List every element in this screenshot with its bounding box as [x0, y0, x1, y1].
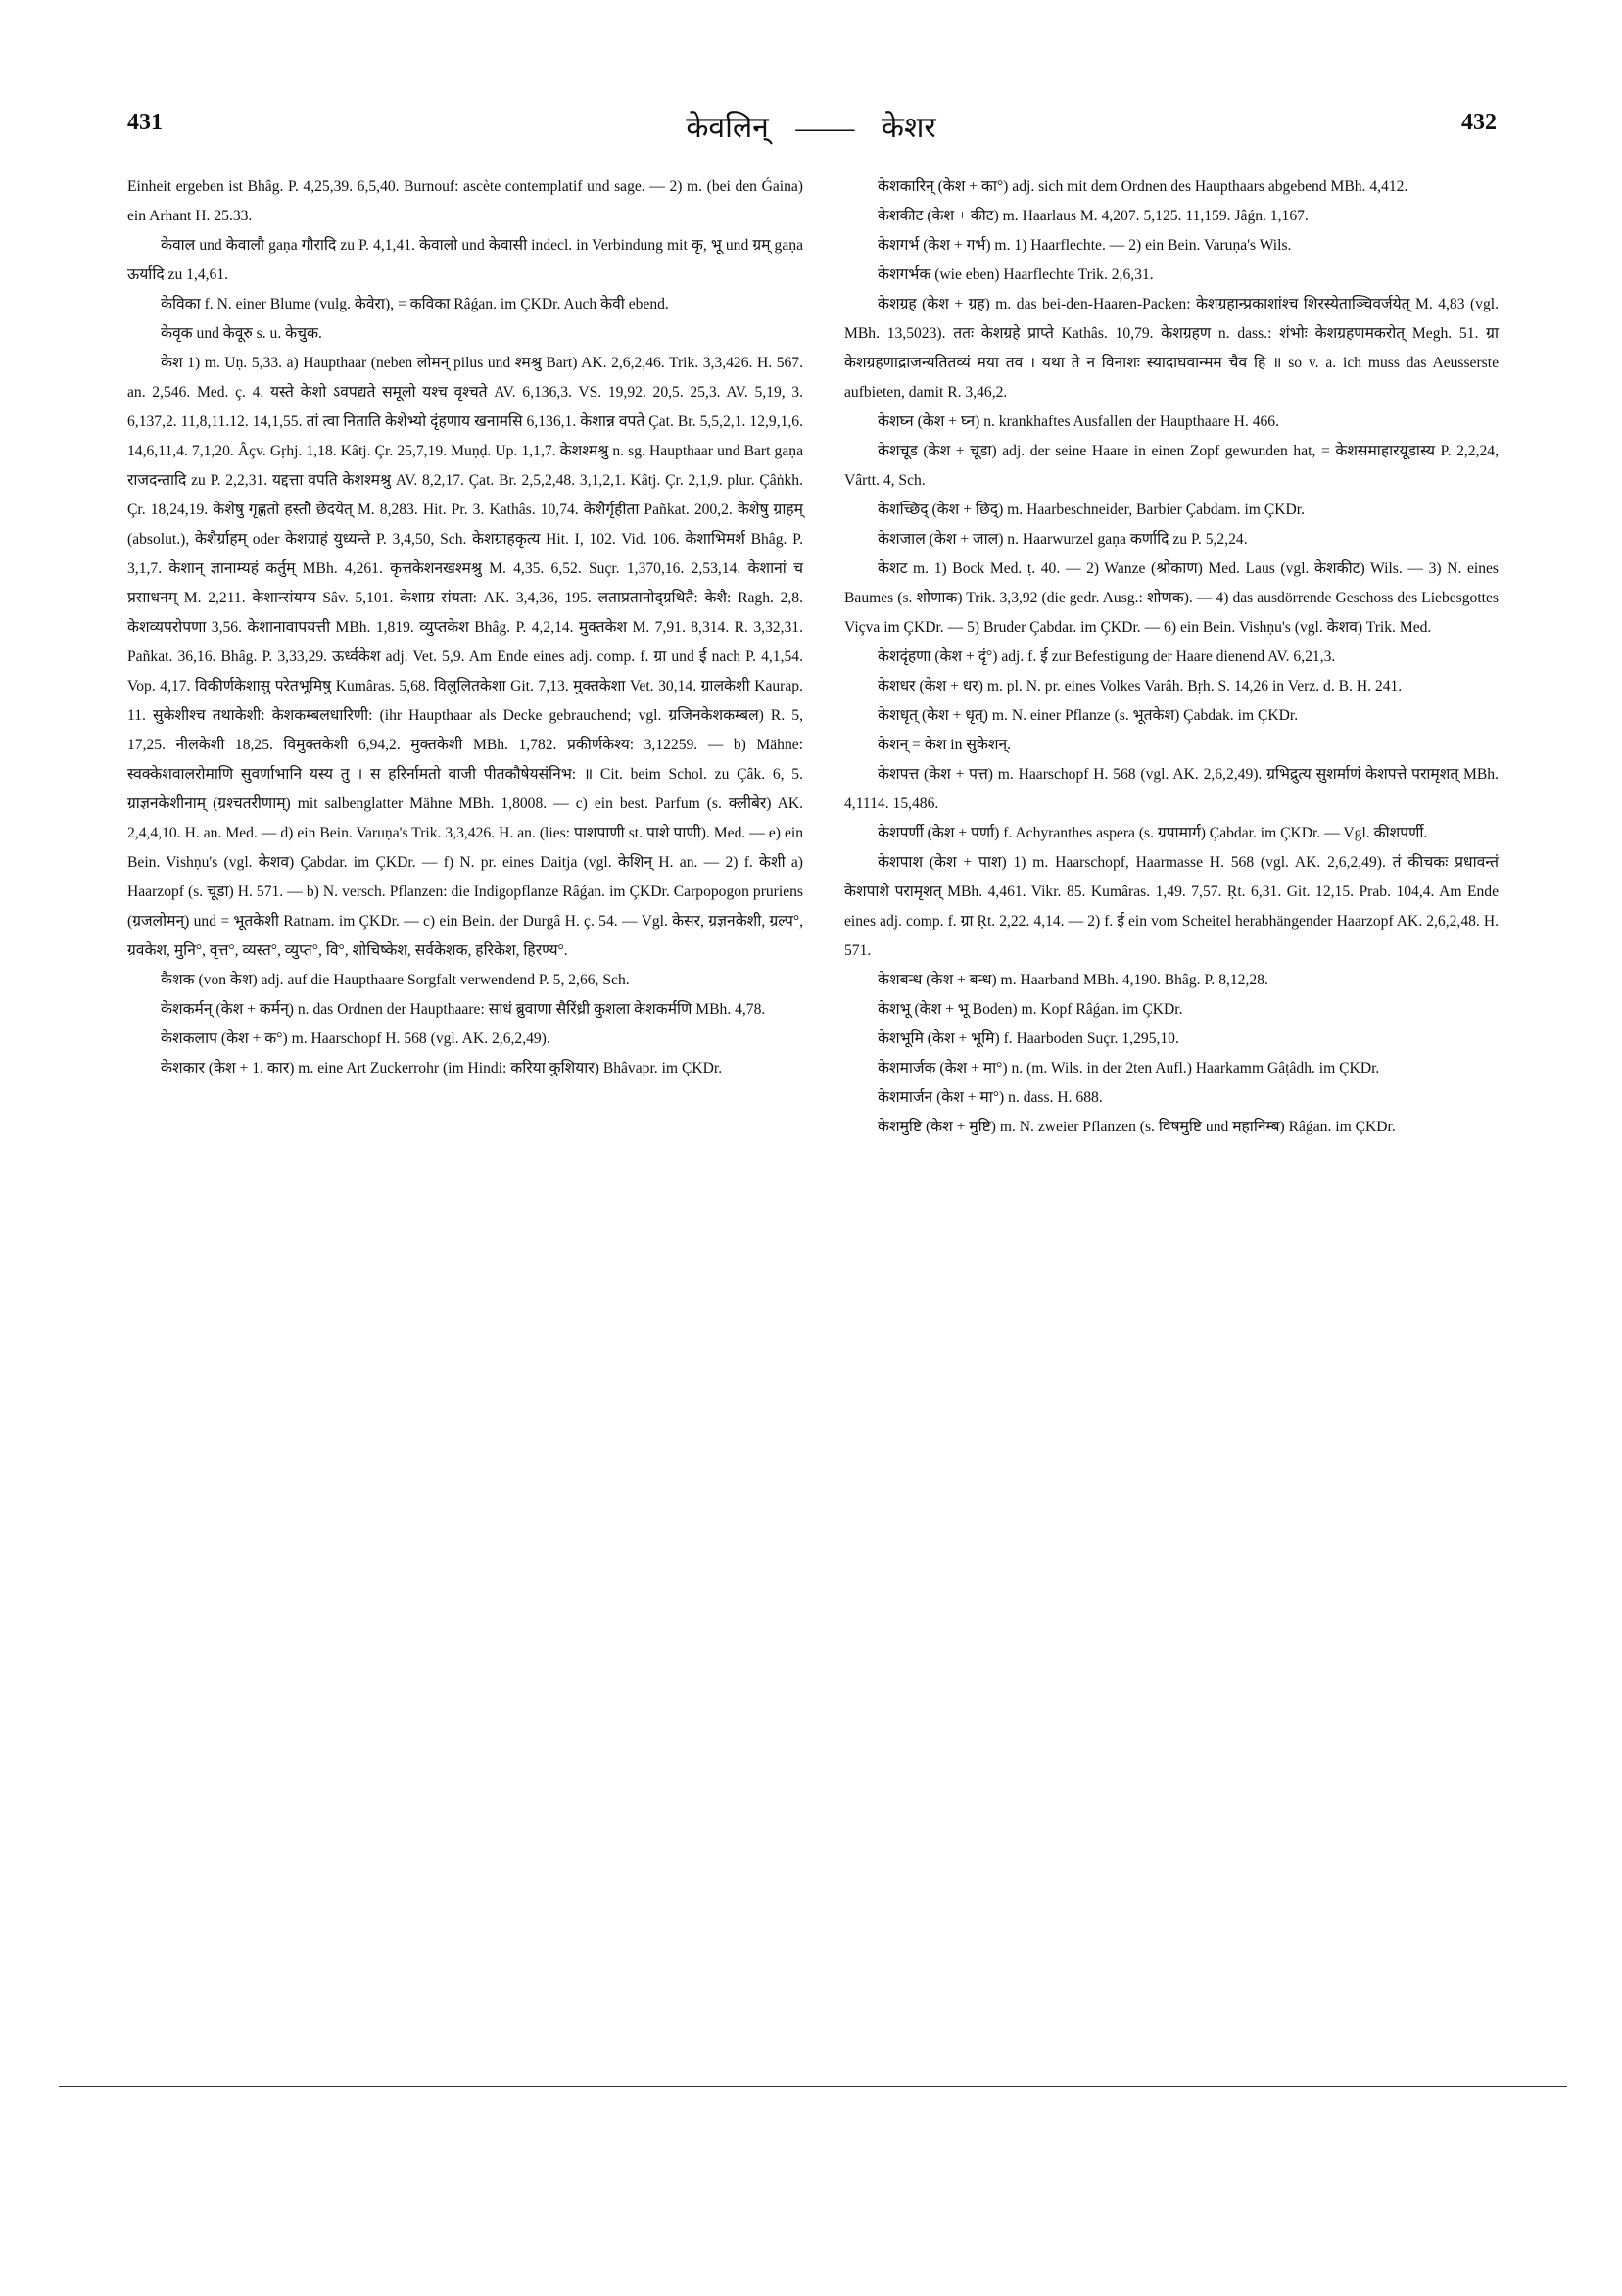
entry-paragraph: केशघ्न (केश + घ्न) n. krankhaftes Ausfallen der Haupthaare H. 466. — [878, 413, 1279, 430]
entry-paragraph: Einheit ergeben ist Bhâg. P. 4,25,39. 6,5,40. Burnouf: ascète contemplatif und sage. — 2) m. (bei den Ǵaina) ein Arhant H. 25.33. — [127, 178, 803, 224]
entry-paragraph: केशमार्जक (केश + मा°) n. (m. Wils. in der 2ten Aufl.) Haarkamm Gâṭâdh. im ÇKDr. — [878, 1060, 1380, 1076]
entry-paragraph: केशग्रह (केश + ग्रह) m. das bei-den-Haaren-Packen: केशग्रहान्प्रकाशांश्च शिरस्येताञ्चिवर्जयेत् M. 4,83 (vgl. MBh. 13,5023). ततः केशग्रहे प्राप्ते Kathâs. 10,79. केशग्रहण n. dass.: शंभोः केशग्रहणमकरोत् Megh. 51. ग्रा केशग्रहणाद्राजन्यतितव्यं मया तव । यथा ते न विनाशः स्यादाघवान्मम चैव हि ॥ so v. a. ich muss das Aeusserste aufbieten, damit R. 3,46,2. — [844, 296, 1499, 401]
entry-paragraph: केविका f. N. einer Blume (vulg. केवेरा), = कविका Râǵan. im ÇKDr. Auch केवी ebend. — [161, 296, 669, 312]
entry-paragraph: केशकार (केश + 1. कार) m. eine Art Zuckerrohr (im Hindi: करिया कुशियार) Bhâvapr. im ÇKDr. — [161, 1060, 723, 1076]
right-column — [844, 172, 1499, 1142]
page-number-left: 431 — [127, 110, 163, 135]
entry-paragraph: केशमार्जन (केश + मा°) n. dass. H. 688. — [878, 1089, 1103, 1106]
entry-paragraph: केवाल und केवालौ gaṇa गौरादि zu P. 4,1,41. केवालो und केवासी indecl. in Verbindung mit कृ, भू und ग्रम् gaṇa ऊर्यादि zu 1,4,61. — [127, 237, 803, 283]
entry-paragraph: केशकारिन् (केश + का°) adj. sich mit dem Ordnen des Haupthaars abgebend MBh. 4,412. — [878, 178, 1408, 195]
running-head — [0, 106, 1622, 146]
headword-end: केशर — [881, 111, 936, 145]
entry-paragraph: केशधर (केश + धर) m. pl. N. pr. eines Volkes Varâh. Bṛh. S. 14,26 in Verz. d. B. H. 241. — [878, 678, 1403, 694]
entry-paragraph: केशगर्भ (केश + गर्भ) m. 1) Haarflechte. — 2) ein Bein. Varuṇa's Wils. — [878, 237, 1292, 254]
entry-paragraph: केशजाल (केश + जाल) n. Haarwurzel gaṇa कर्णादि zu P. 5,2,24. — [878, 531, 1248, 548]
entry-paragraph: केशभूमि (केश + भूमि) f. Haarboden Suçr. 1,295,10. — [878, 1030, 1179, 1047]
entry-paragraph: केशबन्ध (केश + बन्ध) m. Haarband MBh. 4,190. Bhâg. P. 8,12,28. — [878, 972, 1268, 988]
entry-paragraph: केशधृत् (केश + धृत्) m. N. einer Pflanze (s. भूतकेश) Çabdak. im ÇKDr. — [878, 707, 1299, 724]
bottom-rule — [59, 2086, 1567, 2087]
entry-paragraph: केशदृंहणा (केश + दृं°) adj. f. ई zur Befestigung der Haare dienend AV. 6,21,3. — [878, 648, 1336, 665]
entry-paragraph: केशच्छिद् (केश + छिद्) m. Haarbeschneider, Barbier Çabdam. im ÇKDr. — [878, 502, 1305, 518]
entry-paragraph: केशपर्णी (केश + पर्णा) f. Achyranthes aspera (s. ग्रपामार्ग) Çabdar. im ÇKDr. — Vgl. कीशपर्णी. — [878, 825, 1428, 841]
entry-paragraph: कैशक (von केश) adj. auf die Haupthaare Sorgfalt verwendend P. 5, 2,66, Sch. — [161, 972, 630, 988]
entry-paragraph: केशमुष्टि (केश + मुष्टि) m. N. zweier Pflanzen (s. विषमुष्टि und महानिम्ब) Râǵan. im ÇKDr. — [878, 1119, 1396, 1135]
entry-paragraph: केशभू (केश + भू Boden) m. Kopf Râǵan. im ÇKDr. — [878, 1001, 1183, 1018]
headword-dash: —— — [795, 112, 855, 144]
entry-paragraph: केशगर्भक (wie eben) Haarflechte Trik. 2,6,31. — [878, 266, 1154, 283]
entry-paragraph: केश 1) m. Uṇ. 5,33. a) Haupthaar (neben लोमन् pilus und श्मश्रु Bart) AK. 2,6,2,46. Trik. 3,3,426. H. 567. an. 2,546. Med. ç. 4. यस्ते केशो ऽवपद्यते समूलो यश्च वृश्चते AV. 6,136,3. VS. 19,92. 20,5. 25,3. AV. 5,19, 3. 6,137,2. 11,8,11.12. 14,1,55. तां त्वा निताति केशेभ्यो दृंहणाय खनामसि 6,136,1. केशान्न वपते Çat. Br. 5,5,2,1. 12,9,1,6. 14,6,11,4. 7,1,20. Âçv. Gṛhj. 1,18. Kâtj. Çr. 25,7,19. Muṇḍ. Up. 1,1,7. केशश्मश्रु n. sg. Haupthaar und Bart gaṇa राजदन्तादि zu P. 2,2,31. यद्दत्ता वपति केशश्मश्रु AV. 8,2,17. Çat. Br. 2,5,2,48. 3,1,2,1. Kâtj. Çr. 2,1,9. plur. Çâṅkh. Çr. 18,24,19. केशेषु गृह्णतो हस्तौ छेदयेत् M. 8,283. Hit. Pr. 3. Kathâs. 10,74. केशैर्गृहीता Pañkat. 200,2. केशेषु ग्राहम् (absolut.), केशैर्ग्राहम् oder केशग्राहं युध्यन्ते P. 3,4,50, Sch. केशग्राहकृत्य Hit. I, 102. Vid. 106. केशाभिमर्श Bhâg. P. 3,1,7. केशान् ज्ञानाम्यहं कर्तुम् MBh. 4,261. कृत्तकेशनखश्मश्रु M. 4,35. 6,52. Suçr. 1,370,16. 2,53,14. केशानां च प्रसाधनम् M. 2,211. केशान्संयम्य Sâv. 5,101. केशाग्र संयता: AK. 3,4,36, 195. लताप्रतानोद्ग्रथितै: केशै: Ragh. 2,8. केशव्यपरोपणा 3,56. केशानावापयत्ती MBh. 1,819. व्युप्तकेश Bhâg. P. 4,2,14. मुक्तकेश M. 7,91. 8,314. R. 3,32,31. Pañkat. 36,16. Bhâg. P. 3,33,29. ऊर्ध्वकेश adj. Vet. 5,9. Am Ende eines adj. comp. f. ग्रा und ई nach P. 4,1,54. Vop. 4,17. विकीर्णकेशासु परेतभूमिषु Kumâras. 5,68. विलुलितकेशा Git. 7,13. मुक्तकेशा Vet. 30,14. ग्रालकेशी Kaurap. 11. सुकेशीश्च तथाकेशी: केशकम्बलधारिणी: (ihr Haupthaar als Decke gebrauchend; vgl. ग्रजिनकेशकम्बल) R. 5, 17,25. नीलकेशी 18,25. विमुक्तकेशी 6,94,2. मुक्तकेशी MBh. 1,782. प्रकीर्णकेश्य: 3,12259. — b) Mähne: स्वक्केशवालरोमाणि सुवर्णाभानि यस्य तु । स हरिर्नामतो वाजी पीतकौषेयसंनिभ: ॥ Cit. beim Schol. zu Çâk. 6, 5. ग्राज्ञनकेशीनाम् (ग्रश्चतरीणाम्) mit salbenglatter Mähne MBh. 1,8008. — c) ein best. Parfum (s. क्लीबेर) AK. 2,4,4,10. H. an. Med. — d) ein Bein. Varuṇa's Trik. 3,3,426. H. an. (lies: पाशपाणी st. पाशे पाणी). Med. — e) ein Bein. Vishṇu's (vgl. केशव) Çabdar. im ÇKDr. — f) N. pr. eines Daitja (vgl. केशिन् H. an. — 2) f. केशी a) Haarzopf (s. चूडा) H. 571. — b) N. versch. Pflanzen: die Indigopflanze Râǵan. im ÇKDr. Carpopogon pruriens (ग्रजलोमन्) und = भूतकेशी Ratnam. im ÇKDr. — c) ein Bein. der Durgâ H. ç. 54. — Vgl. केसर, ग्रज्ञनकेशी, ग्रल्प°, ग्रवकेश, मुनि°, वृत्त°, व्यस्त°, व्युप्त°, वि°, शोचिष्केश, सर्वकेशक, हरिकेश, हिरण्य°. — [127, 355, 803, 959]
entry-paragraph: केशपत्त (केश + पत्त) m. Haarschopf H. 568 (vgl. AK. 2,6,2,49). ग्रभिद्रुत्य सुशर्माणं केशपत्ते परामृशत् MBh. 4,1114. 15,486. — [844, 766, 1499, 812]
headword-start: केवलिन् — [686, 111, 769, 145]
page-number-right: 432 — [1461, 110, 1497, 135]
entry-paragraph: केशट m. 1) Bock Med. ṭ. 40. — 2) Wanze (श्रोकाण) Med. Laus (vgl. केशकीट) Wils. — 3) N. eines Baumes (s. शोणाक) Trik. 3,3,92 (die gedr. Ausg.: शोणक). — 4) das ausdörrende Geschoss des Liebesgottes Viçva im ÇKDr. — 5) Bruder Çabdar. im ÇKDr. — 6) ein Bein. Vishṇu's (vgl. केशव) Trik. Med. — [844, 560, 1499, 636]
entry-paragraph: केशचूड (केश + चूडा) adj. der seine Haare in einen Zopf gewunden hat, = केशसमाहारयूडास्य P. 2,2,24, Vârtt. 4, Sch. — [844, 443, 1499, 489]
entry-paragraph: केशपाश (केश + पाश) 1) m. Haarschopf, Haarmasse H. 568 (vgl. AK. 2,6,2,49). तं कीचकः प्रधावन्तं केशपाशे परामृशत् MBh. 4,461. Vikr. 85. Kumâras. 1,49. 7,57. Ṛt. 6,31. Git. 12,15. Prab. 104,4. Am Ende eines adj. comp. f. ग्रा Ṛt. 2,22. 4,14. — 2) f. ई ein vom Scheitel herabhängender Haarzopf AK. 2,6,2,48. H. 571. — [844, 854, 1499, 959]
entry-paragraph: केशकलाप (केश + क°) m. Haarschopf H. 568 (vgl. AK. 2,6,2,49). — [161, 1030, 550, 1047]
left-column — [127, 172, 803, 1083]
entry-paragraph: केशकर्मन् (केश + कर्मन्) n. das Ordnen der Haupthaare: साधं ब्रुवाणा सैरिंध्री कुशला केशकर्मणि MBh. 4,78. — [161, 1001, 766, 1018]
entry-paragraph: केशन् = केश in सुकेशन्. — [878, 737, 1012, 753]
entry-paragraph: केवृक und केवूरु s. u. केचुक. — [161, 325, 322, 342]
entry-paragraph: केशकीट (केश + कीट) m. Haarlaus M. 4,207. 5,125. 11,159. Jâǵn. 1,167. — [878, 208, 1309, 224]
